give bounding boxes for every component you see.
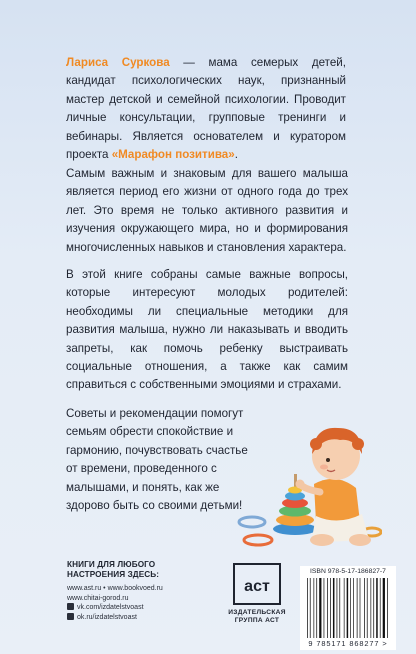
barcode: [300, 566, 396, 650]
barcode-bars: [307, 578, 389, 640]
paragraph-advice: Советы и рекомендации помогут семьям обрести спокойствие и гармонию, почувствовать счастье от времени, проведенного с малышами, и понять, как же здорово быть со своими детьми!: [66, 407, 248, 513]
project-name: «Марафон позитива»: [111, 148, 235, 162]
author-intro: [66, 54, 346, 164]
vk-link[interactable]: vk.com/izdatelstvoast: [67, 603, 163, 613]
intro-end: .: [234, 148, 238, 162]
footer-title: КНИГИ ДЛЯ ЛЮБОГО НАСТРОЕНИЯ ЗДЕСЬ:: [67, 560, 160, 579]
ok-link[interactable]: ok.ru/izdatelstvoast: [67, 613, 163, 623]
vk-icon: [67, 603, 74, 610]
publisher-name: ИЗДАТЕЛЬСКАЯ ГРУППА АСТ: [228, 609, 286, 625]
store-link[interactable]: www.ast.ru • www.bookvoed.ru: [67, 585, 163, 592]
store-links: [67, 584, 163, 622]
ast-logo: [230, 562, 284, 606]
paragraph-questions: В этой книге собраны самые важные вопросы, которые интересуют молодых родителей: необходимы ли специальные методики для развития малыша, нужно ли наказывать и вводить запреты, как помочь ребенку выстраивать социальные отношения, а также как самим справиться с собственными эмоциями и страхами.: [66, 268, 348, 392]
child-with-rings-illustration: [232, 404, 382, 554]
isbn-text: ISBN 978-5-17-186827-7: [310, 568, 386, 575]
store-link[interactable]: www.chitai-gorod.ru: [67, 594, 129, 602]
footer: [0, 560, 416, 654]
author-name: Лариса Суркова: [66, 56, 170, 69]
paragraph-period: Самым важным и знаковым для вашего малыша является период его жизни от одного года до трех лет. Это время не только активного развития и изучения окружающего мира, но и формирования многочисленных навыков и становления характера.: [66, 167, 348, 254]
barcode-number: 9 785171 868277 >: [308, 639, 388, 648]
ok-icon: [67, 613, 74, 620]
logo-text: аст: [244, 578, 270, 595]
author-bio: — мама семерых детей, кандидат психологических наук, признанный мастер детской и семейной психологии. Проводит личные консультации, групповые тренинги и вебинары. Является основателем и куратором проекта: [66, 56, 346, 162]
